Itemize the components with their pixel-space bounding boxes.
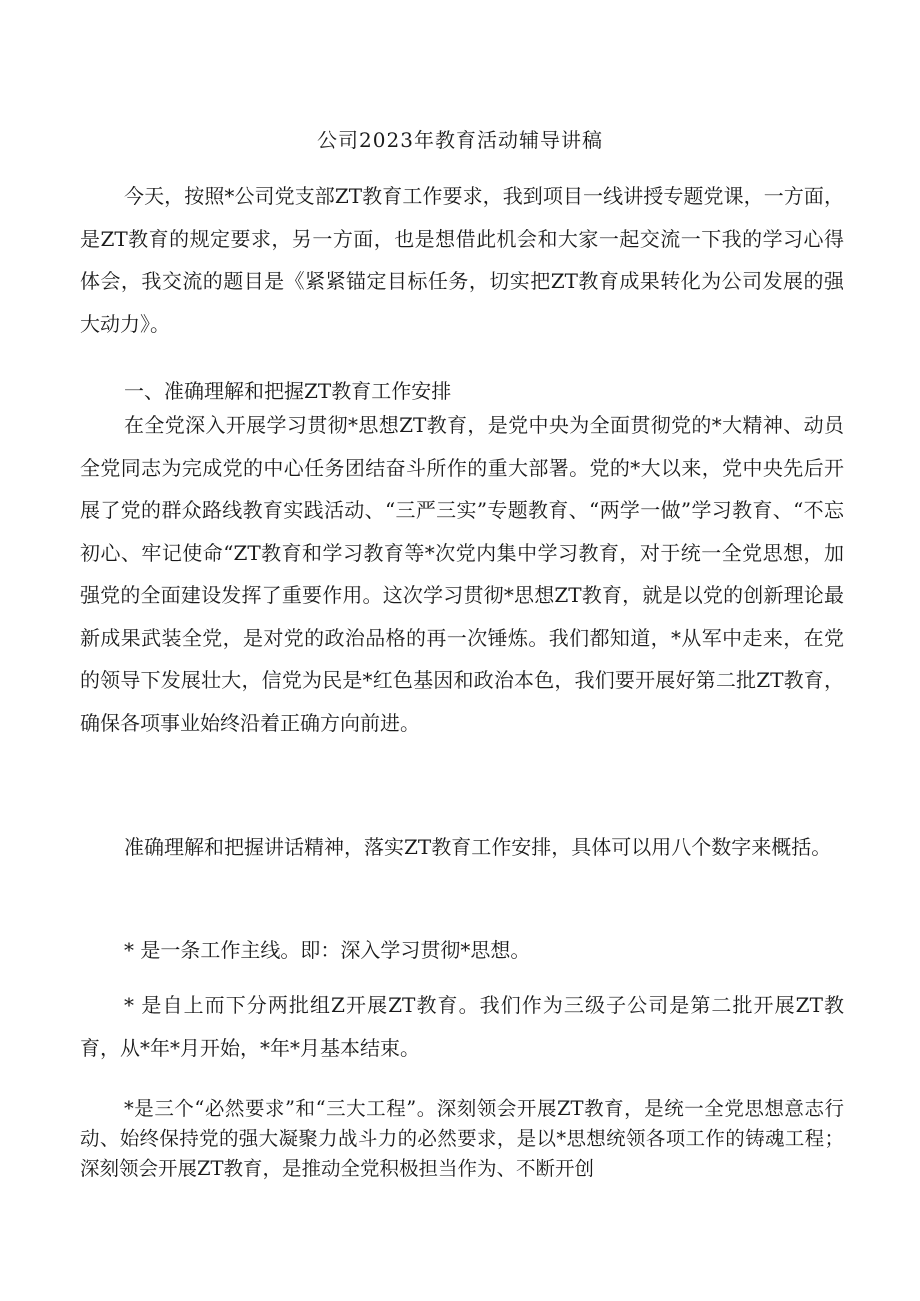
point-one-paragraph: * 是一条工作主线。即：深入学习贯彻*思想。 (124, 938, 531, 962)
point-three-paragraph: *是三个“必然要求”和“三大工程”。深刻领会开展ZT教育，是统一全党思想意志行动、始终保持党的强大凝聚力战斗力的必然要求，是以*思想统领各项工作的铸魂工程；深刻领会开展ZT教育，是推动全党积极担当作为、不断开创 (80, 1097, 844, 1180)
section-heading: 一、准确理解和把握ZT教育工作安排 (124, 379, 452, 403)
summary-paragraph: 准确理解和把握讲话精神，落实ZT教育工作安排，具体可以用八个数字来概括。 (124, 835, 832, 859)
document-title: 公司2023年教育活动辅导讲稿 (317, 128, 603, 152)
context-paragraph: 在全党深入开展学习贯彻*思想ZT教育，是党中央为全面贯彻党的*大精神、动员全党同志为完成党的中心任务团结奋斗所作的重大部署。党的*大以来，党中央先后开展了党的群众路线教育实践活动、“三严三实”专题教育、“两学一做”学习教育、“不忘初心、牢记使命“ZT教育和学习教育等*次党内集中学习教育，对于统一全党思想，加强党的全面建设发挥了重要作用。这次学习贯彻*思想ZT教育，就是以党的创新理论最新成果武装全党，是对党的政治品格的再一次锤炼。我们都知道，*从军中走来，在党的领导下发展壮大，信党为民是*红色基因和政治本色，我们要开展好第二批ZT教育，确保各项事业始终沿着正确方向前进。 (80, 413, 844, 735)
intro-paragraph: 今天，按照*公司党支部ZT教育工作要求，我到项目一线讲授专题党课，一方面，是ZT教育的规定要求，另一方面，也是想借此机会和大家一起交流一下我的学习心得体会，我交流的题目是《紧紧锚定目标任务，切实把ZT教育成果转化为公司发展的强大动力》。 (80, 184, 844, 336)
point-two-paragraph: * 是自上而下分两批组Z开展ZT教育。我们作为三级子公司是第二批开展ZT教育，从*年*月开始，*年*月基本结束。 (80, 993, 844, 1060)
